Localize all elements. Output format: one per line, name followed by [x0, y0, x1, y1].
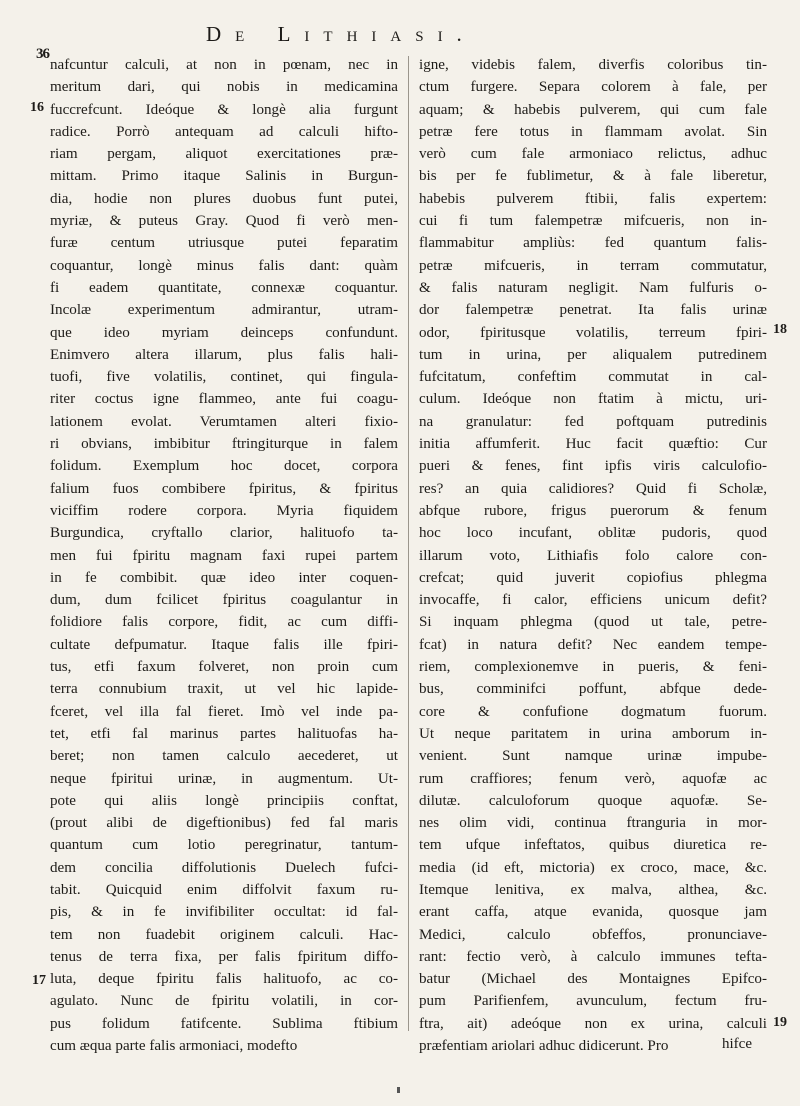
text-line: Ut neque paritatem in urina amborum in-	[419, 725, 767, 742]
text-line: dia, hodie non plures duobus funt putei,	[50, 190, 398, 207]
text-line: in fe combibit. quæ ideo inter coquen-	[50, 569, 398, 586]
text-line: res? an quia calidiores? Quid fi Scholæ,	[419, 480, 767, 497]
text-line: initia affumferit. Huc facit quæftio: Cur	[419, 436, 767, 453]
page-number: 36	[36, 46, 49, 62]
text-line: folidiore falis corpore, fidit, ac cum diffi-	[50, 614, 398, 631]
text-line: que ideo myriam deinceps confundunt.	[50, 324, 398, 341]
text-line: ri obvians, imbibitur ftringiturque in falem	[50, 436, 398, 453]
text-line: myriæ, & puteus Gray. Quod fi verò men-	[50, 213, 398, 230]
text-line: tenus de terra fixa, per falis fpiritum diffo-	[50, 948, 398, 965]
text-line: core & confufione dogmatum fuorum.	[419, 703, 767, 720]
text-line: Itemque lenitiva, ex malva, althea, &c.	[419, 881, 767, 898]
margin-number: 18	[773, 322, 787, 337]
text-line: nafcuntur calculi, at non in pœnam, nec in	[50, 57, 398, 73]
text-line: culum. Ideóque non ftatim à mictu, uri-	[419, 391, 767, 408]
text-line: tem non fuadebit originem calculi. Hac-	[50, 926, 398, 943]
text-line: meritum dari, qui nobis in medicamina	[50, 79, 398, 96]
text-line: Si inquam phlegma (quod ut tale, petre-	[419, 614, 767, 631]
text-line: lationem evolat. Verumtamen alteri fixio-	[50, 413, 398, 430]
text-line: odor, fpiritusque volatilis, terreum fpiri-	[419, 324, 767, 341]
text-line: dor falempetræ penetrat. Ita falis urinæ	[419, 302, 767, 319]
text-line: dilutæ. calculoforum quoque aquofæ. Se-	[419, 792, 767, 809]
text-line: pis, & in fe invifibiliter occultat: id fal-	[50, 904, 398, 921]
text-line: Enimvero altera illarum, plus falis hali-	[50, 346, 398, 363]
text-line: terra connubium traxit, ut vel hic lapide-	[50, 681, 398, 698]
margin-number: 16	[30, 100, 44, 115]
catchword: hifce	[722, 1036, 752, 1052]
text-line: quantum cum lotio peregrinatur, tantum-	[50, 837, 398, 854]
text-line: petræ fere totus in flammam avolat. Sin	[419, 123, 767, 140]
text-line: Burgundica, cryftallo clarior, halituofo ta-	[50, 525, 398, 542]
text-line: tuofi, five volatilis, continet, qui fingula-	[50, 369, 398, 386]
text-line: erant caffa, atque evanida, quosque jam	[419, 904, 767, 921]
text-line: & falis naturam negligit. Nam fulfuris o-	[419, 279, 767, 296]
text-line: mittam. Primo itaque Salinis in Burgun-	[50, 168, 398, 185]
text-line: neque fpiritui urinæ, in augmentum. Ut-	[50, 770, 398, 787]
running-head: De Lithiasi.	[206, 22, 476, 46]
text-line: illarum voto, Lithiafis folo calore con-	[419, 547, 767, 564]
text-line: tum in urina, per aliqualem putredinem	[419, 346, 767, 363]
text-line: tabit. Quicquid enim diffolvit faxum ru-	[50, 881, 398, 898]
text-line: Medici, calculo obfeffos, pronunciave-	[419, 926, 767, 943]
text-line: batur (Michael des Montaignes Epifco-	[419, 971, 767, 988]
text-line: Incolæ experimentum admirantur, utram-	[50, 302, 398, 319]
text-line: na granulatur: fed poftquam putredinis	[419, 413, 767, 430]
text-line: bus, comminifci poffunt, abfque dede-	[419, 681, 767, 698]
text-line: pote qui aliis longè principiis conftat,	[50, 792, 398, 809]
text-line: verò cum fale armoniaco relictus, adhuc	[419, 146, 767, 163]
column-divider	[408, 56, 409, 1031]
text-line: men fui fpiritu magnam faxi rupei partem	[50, 547, 398, 564]
text-line: habebis pulverem ftibii, falis expertem:	[419, 190, 767, 207]
text-line: furæ centum utriusque putei feparatim	[50, 235, 398, 252]
text-line: riem, complexionemve in pueris, & feni-	[419, 659, 767, 676]
text-line: dum, dum fcilicet fpiritus coagulantur in	[50, 592, 398, 609]
text-line: beret; non tamen calculo aecederet, ut	[50, 748, 398, 765]
text-line: venient. Sunt namque urinæ impube-	[419, 748, 767, 765]
text-line: cultate defpumatur. Itaque falis ille fpiri-	[50, 636, 398, 653]
text-line: igne, videbis falem, diverfis coloribus tin-	[419, 57, 767, 73]
text-line: fceret, vel illa fal fieret. Imò vel inde pa-	[50, 703, 398, 720]
text-line: tus, etfi faxum folveret, non proin cum	[50, 659, 398, 676]
margin-number: 19	[773, 1015, 787, 1030]
text-line: præfentiam ariolari adhuc didicerunt. Pro	[419, 1038, 669, 1055]
text-line: riter coctus igne flammeo, ante fui coagu-	[50, 391, 398, 408]
text-line: flammabitur ampliùs: fed quantum falis-	[419, 235, 767, 252]
text-line: bis per fe fublimetur, & à fale liberetur,	[419, 168, 767, 185]
text-line: crefcat; quid juverit copiofius phlegma	[419, 569, 767, 586]
text-line: ctum furgere. Separa colorem à fale, per	[419, 79, 767, 96]
text-line: rum craffiores; fenum verò, aquofæ ac	[419, 770, 767, 787]
text-line: pum Parifienfem, avunculum, fectum fru-	[419, 993, 767, 1010]
text-line: viciffim rodere corpora. Myria fiquidem	[50, 502, 398, 519]
text-line: rant: fectio verò, à calculo immunes tefta-	[419, 948, 767, 965]
text-line: petræ mifcueris, in terram commutatur,	[419, 257, 767, 274]
text-line: aquam; & habebis pulverem, qui cum fale	[419, 101, 767, 118]
text-line: nes olim vidi, continua ftranguria in mor-	[419, 815, 767, 832]
text-line: fuccrefcunt. Ideóque & longè alia furgunt	[50, 101, 398, 118]
text-line: folidum. Exemplum hoc docet, corpora	[50, 458, 398, 475]
page-mark	[397, 1087, 400, 1093]
text-line: ftra, ait) adeóque non ex urina, calculi	[419, 1015, 767, 1032]
text-line: riam pergam, aliquot exercitationes præ-	[50, 146, 398, 163]
text-line: pus folidum fatifcente. Sublima ftibium	[50, 1015, 398, 1032]
text-line: fi eadem quantitate, connexæ coquantur.	[50, 279, 398, 296]
text-line: cui fi tum falempetræ mifcueris, non in-	[419, 213, 767, 230]
text-line: pueri & fenes, fint ipfis viris calculofio-	[419, 458, 767, 475]
text-line: falium fuos combibere fpiritus, & fpiritus	[50, 480, 398, 497]
margin-number: 17	[32, 973, 46, 988]
text-line: luta, deque fpiritu falis halituofo, ac co-	[50, 971, 398, 988]
text-line: agulato. Nunc de fpiritu volatili, in cor-	[50, 993, 398, 1010]
text-line: tem ufque infeftatos, quibus diuretica re-	[419, 837, 767, 854]
text-line: abfque rubore, frigus puerorum & fenum	[419, 502, 767, 519]
text-line: fufcitatum, confeftim commutat in cal-	[419, 369, 767, 386]
text-line: cum æqua parte falis armoniaci, modefto	[50, 1038, 298, 1055]
right-text-column	[419, 54, 767, 1057]
text-line: hoc loco incufant, oblitæ pudoris, quod	[419, 525, 767, 542]
text-line: radice. Porrò antequam ad calculi hifto-	[50, 123, 398, 140]
text-line: (prout alibi de digeftionibus) fed fal maris	[50, 815, 398, 832]
text-line: invocaffe, fi calor, efficiens unicum defit?	[419, 592, 767, 609]
text-line: coquantur, longè minus falis dant: quàm	[50, 257, 398, 274]
text-line: fcat) in natura defit? Nec eandem tempe-	[419, 636, 767, 653]
left-text-column	[50, 54, 398, 1057]
text-line: dem concilia diffolutionis Duelech fufci-	[50, 859, 398, 876]
text-line: media (id eft, mictoria) ex croco, mace, &c.	[419, 859, 767, 876]
text-line: tet, etfi fal marinus partes halituofas ha-	[50, 725, 398, 742]
